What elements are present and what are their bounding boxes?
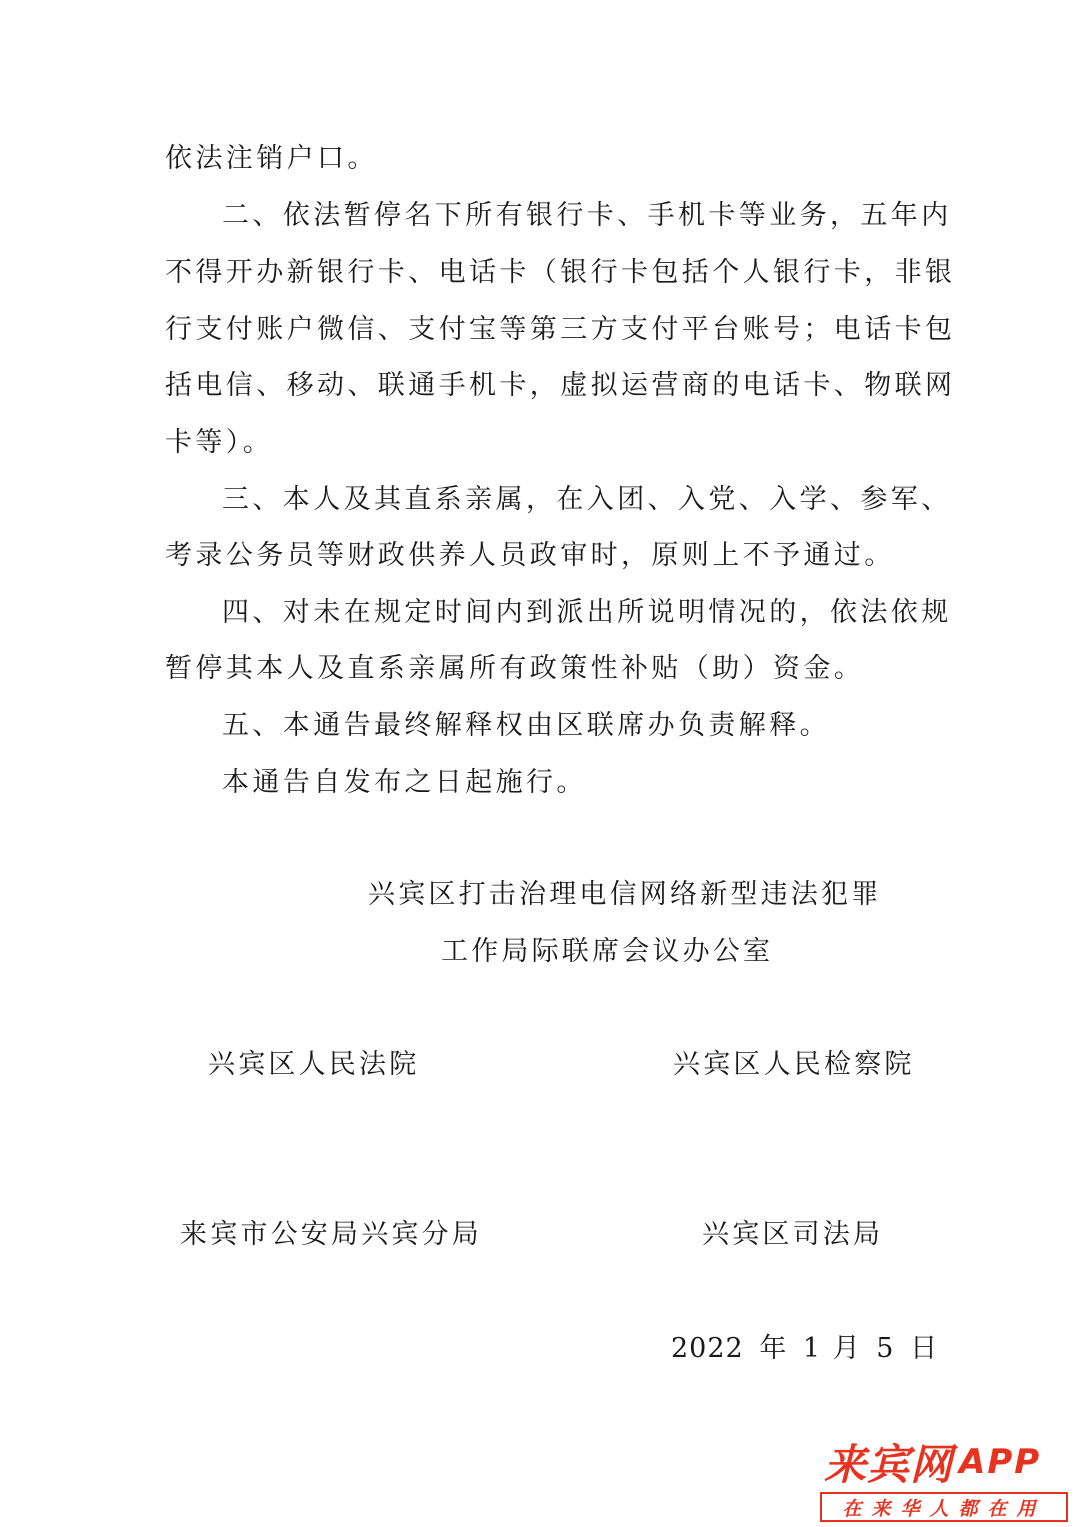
watermark-slogan: 在来华人都在用 bbox=[820, 1492, 1068, 1522]
clause-2-line-3: 行支付账户微信、支付宝等第三方支付平台账号；电话卡包 bbox=[165, 314, 956, 345]
office-name-line-1: 兴宾区打击治理电信网络新型违法犯罪 bbox=[368, 879, 882, 910]
watermark-logo bbox=[820, 1436, 1072, 1524]
signatory-justice: 兴宾区司法局 bbox=[702, 1219, 884, 1250]
body-line-1: 依法注销户口。 bbox=[165, 143, 378, 174]
signatory-court: 兴宾区人民法院 bbox=[208, 1049, 420, 1080]
effective-line: 本通告自发布之日起施行。 bbox=[222, 767, 587, 798]
clause-5-line-1: 五、本通告最终解释权由区联席办负责解释。 bbox=[222, 710, 830, 741]
signatory-police: 来宾市公安局兴宾分局 bbox=[180, 1219, 482, 1250]
clause-3-line-1: 三、本人及其直系亲属，在入团、入党、入学、参军、 bbox=[222, 484, 952, 515]
watermark-title bbox=[824, 1436, 1041, 1488]
clause-2-line-5: 卡等）。 bbox=[165, 427, 274, 458]
clause-3-line-2: 考录公务员等财政供养人员政审时，原则上不予通过。 bbox=[165, 540, 895, 571]
watermark-app-label: APP bbox=[959, 1442, 1042, 1482]
watermark-brand: 来宾网 bbox=[824, 1440, 954, 1489]
date-month-unit: 月 bbox=[832, 1333, 861, 1364]
date-month: 1 bbox=[802, 1333, 822, 1364]
clause-2-line-1: 二、依法暂停名下所有银行卡、手机卡等业务，五年内 bbox=[222, 200, 952, 231]
clause-4-line-1: 四、对未在规定时间内到派出所说明情况的，依法依规 bbox=[222, 597, 952, 628]
clause-4-line-2: 暂停其本人及直系亲属所有政策性补贴（助）资金。 bbox=[165, 653, 865, 684]
clause-2-line-2: 不得开办新银行卡、电话卡（银行卡包括个人银行卡，非银 bbox=[165, 257, 956, 288]
issue-date bbox=[671, 1332, 938, 1366]
office-name-line-2: 工作局际联席会议办公室 bbox=[441, 936, 774, 967]
date-year: 2022 bbox=[671, 1333, 744, 1364]
date-day-unit: 日 bbox=[910, 1333, 939, 1364]
date-year-unit: 年 bbox=[759, 1333, 788, 1364]
clause-2-line-4: 括电信、移动、联通手机卡，虚拟运营商的电话卡、物联网 bbox=[165, 370, 956, 401]
signatory-procuratorate: 兴宾区人民检察院 bbox=[673, 1049, 915, 1080]
date-day: 5 bbox=[876, 1333, 895, 1364]
